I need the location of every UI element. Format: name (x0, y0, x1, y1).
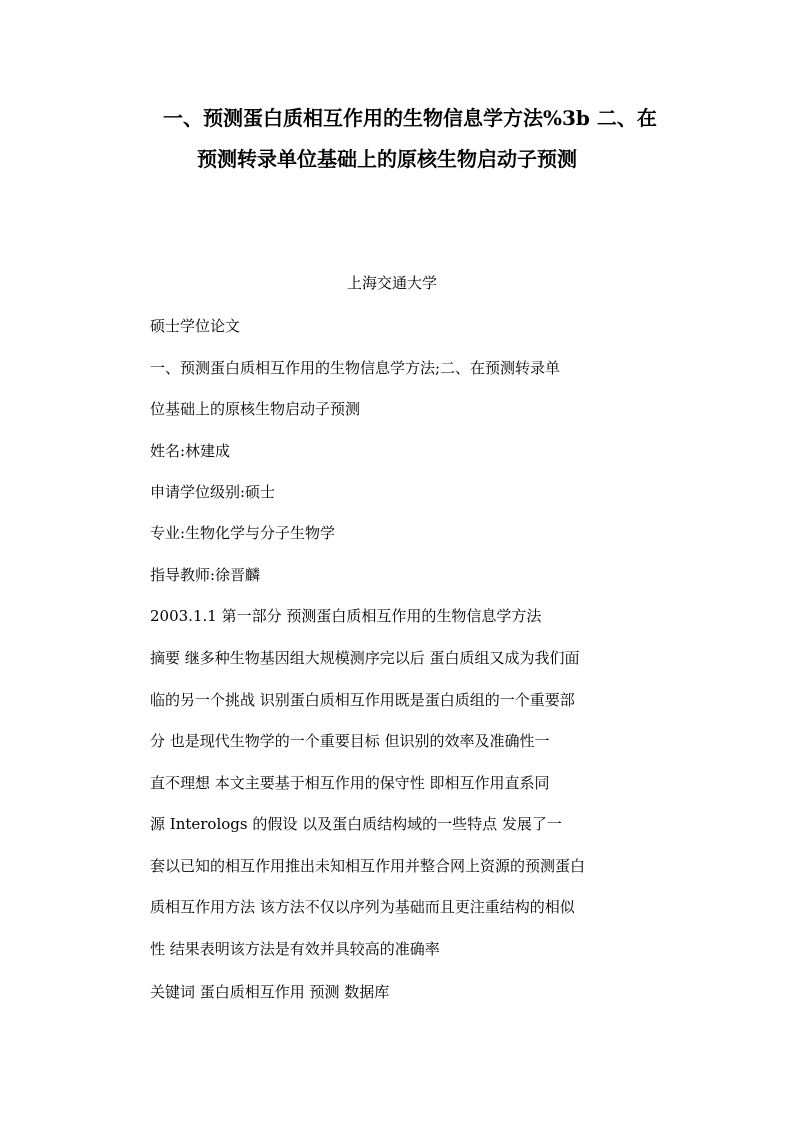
abstract-line: 性 结果表明该方法是有效并具较高的准确率 (150, 940, 440, 958)
abstract-line: 摘要 继多种生物基因组大规模测序完以后 蛋白质组又成为我们面 (150, 649, 580, 667)
subtitle-line-2: 位基础上的原核生物启动子预测 (150, 400, 361, 418)
subtitle-line-1: 一、预测蛋白质相互作用的生物信息学方法;二、在预测转录单 (150, 359, 561, 377)
degree-level: 申请学位级别:硕士 (150, 483, 276, 501)
university-name: 上海交通大学 (346, 274, 437, 292)
major: 专业:生物化学与分子生物学 (150, 524, 336, 542)
thesis-type: 硕士学位论文 (150, 317, 241, 335)
abstract-line: 源 Interologs 的假设 以及蛋白质结构域的一些特点 发展了一 (150, 815, 562, 833)
abstract-line: 分 也是现代生物学的一个重要目标 但识别的效率及准确性一 (150, 732, 550, 750)
keywords: 关键词 蛋白质相互作用 预测 数据库 (150, 983, 390, 1001)
abstract-line: 临的另一个挑战 识别蛋白质相互作用既是蛋白质组的一个重要部 (150, 691, 575, 709)
abstract-line: 直不理想 本文主要基于相互作用的保守性 即相互作用直系同 (150, 774, 550, 792)
advisor: 指导教师:徐晋麟 (150, 566, 261, 584)
abstract-line: 套以已知的相互作用推出未知相互作用并整合网上资源的预测蛋白 (150, 857, 586, 875)
author-name: 姓名:林建成 (150, 442, 231, 460)
document-title-line-2: 预测转录单位基础上的原核生物启动子预测 (197, 147, 577, 171)
document-title-line-1: 一、预测蛋白质相互作用的生物信息学方法%3b 二、在 (163, 106, 657, 130)
date-and-part: 2003.1.1 第一部分 预测蛋白质相互作用的生物信息学方法 (150, 607, 542, 625)
abstract-line: 质相互作用方法 该方法不仅以序列为基础而且更注重结构的相似 (150, 898, 575, 916)
